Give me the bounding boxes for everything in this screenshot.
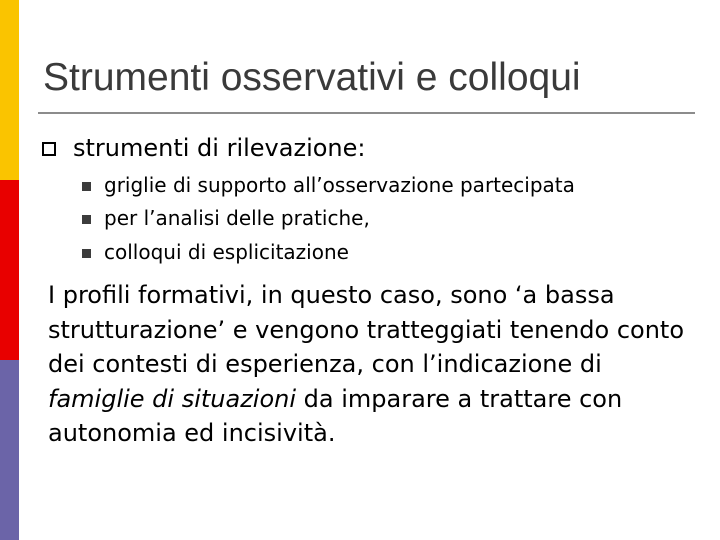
hollow-square-bullet-icon [42, 142, 56, 156]
accent-stripe-red [0, 180, 19, 360]
bullet-text: strumenti di rilevazione: [73, 134, 366, 162]
paragraph-text-start: I profili formativi, in questo caso, sono ‘a bassa strutturazione’ e vengono tratteggiati tenendo conto dei contesti di esperienza, con l’indicazione di [48, 281, 685, 378]
square-bullet-icon [82, 215, 91, 224]
sub-item-label: griglie di supporto all’osservazione partecipata [104, 173, 575, 197]
slide-title: Strumenti osservativi e colloqui [43, 56, 581, 99]
paragraph-text-end: da imparare a trattare con autonomia ed incisività. [48, 384, 623, 447]
body-paragraph [48, 278, 698, 451]
paragraph-emphasis: famiglie di situazioni [48, 384, 297, 413]
square-bullet-icon [82, 249, 91, 258]
square-bullet-icon [82, 182, 91, 191]
accent-stripe-purple [0, 360, 19, 540]
sub-item-label: per l’analisi delle pratiche, [104, 206, 370, 230]
sub-item-label: colloqui di esplicitazione [104, 240, 349, 264]
title-underline [38, 112, 695, 114]
accent-stripe-yellow [0, 0, 19, 180]
